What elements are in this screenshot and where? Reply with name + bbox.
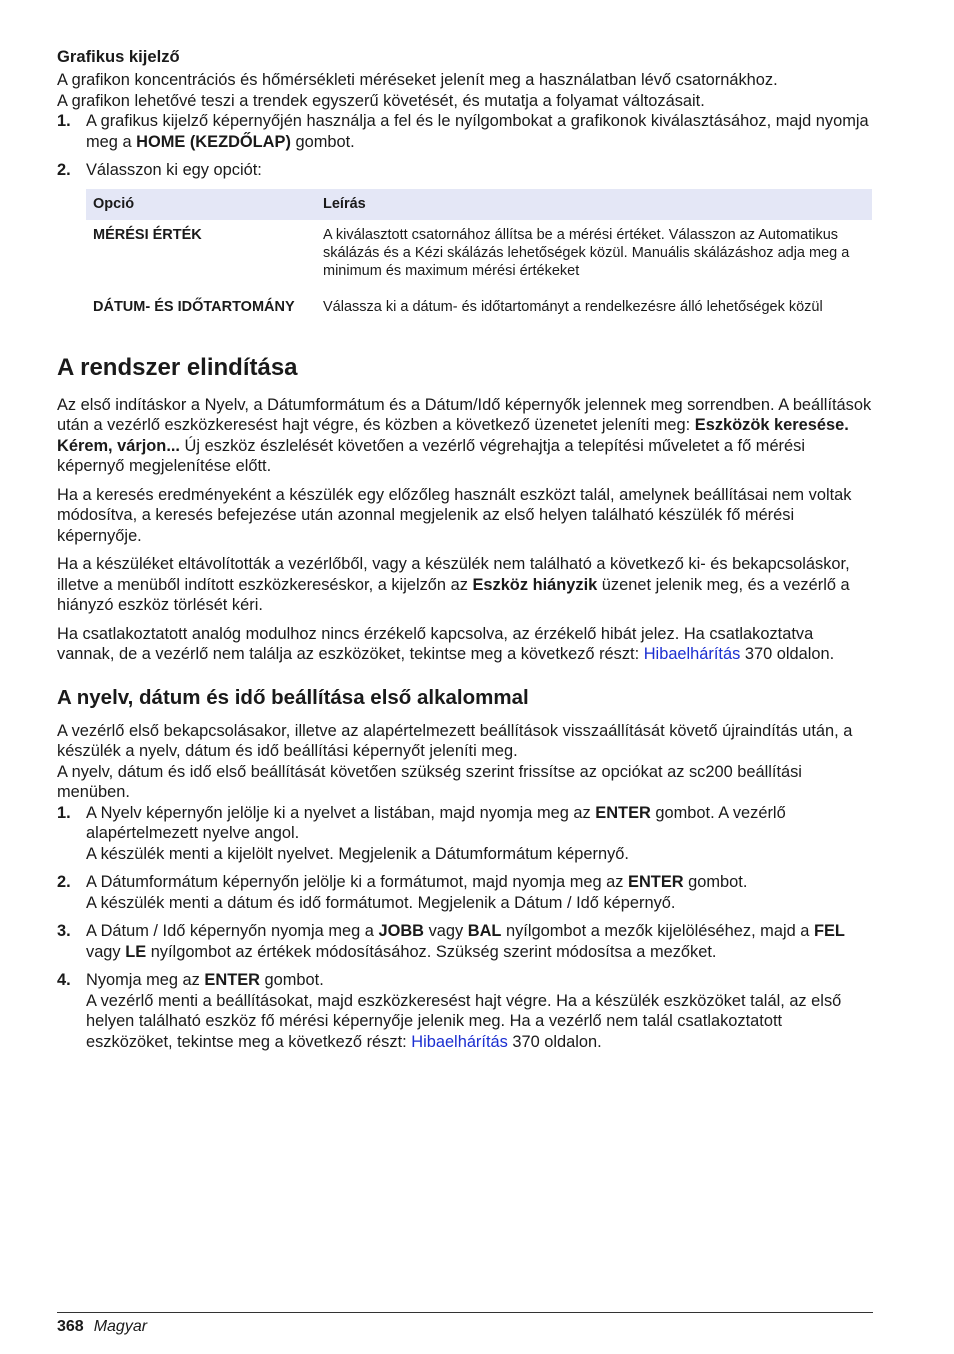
- graph-intro-2: A grafikon lehetővé teszi a trendek egyszerű követését, és mutatja a folyamat változásait.: [57, 91, 705, 110]
- step-text: gombot.: [683, 873, 748, 891]
- table-header-row: [86, 189, 872, 220]
- startup-heading: A rendszer elindítása: [57, 353, 298, 381]
- left-key: BAL: [467, 922, 502, 940]
- description-cell: Válassza ki a dátum- és időtartományt a rendelkezésre álló lehetőségek közül: [323, 298, 823, 315]
- step-number: 3.: [57, 922, 71, 940]
- step-text: gombot.: [290, 132, 355, 151]
- page-number: 368: [57, 1318, 84, 1335]
- step-text: nyílgombot a mezők kijelöléséhez, majd a: [501, 922, 814, 940]
- text: Ha a készüléket eltávolították a vezérlőből, vagy a készülék nem található a következő ki- és bekapcsoláskor, illetve a menüből indított eszközkereséskor, a kijelzőn az: [57, 555, 850, 594]
- graph-heading: Grafikus kijelző: [57, 47, 180, 66]
- step-text: nyílgombot az értékek módosításához. Szükség szerint módosítsa a mezőket.: [146, 942, 717, 961]
- first-setup-paragraph-1: A vezérlő első bekapcsolásakor, illetve az alapértelmezett beállítások visszaállítását követő újraindítás után, a készülék a nyelv, dátum és idő beállítási képernyőt jeleníti meg.: [57, 721, 853, 760]
- startup-paragraph-1: [57, 395, 873, 477]
- footer-language: Magyar: [93, 1318, 148, 1335]
- step-text: gombot.: [259, 971, 324, 989]
- message-text: Eszközök keresése. Kérem, várjon...: [57, 416, 849, 455]
- step-result: A vezérlő menti a beállításokat, majd eszközkeresést hajt végre. Ha a készülék eszközöket talál, az első helyen található eszköz fő mérési képernyője jelenik meg. Ha a vezérlő nem talál csatlakoztatott eszközöket, tekintse meg a következő részt:: [86, 991, 842, 1051]
- home-key: HOME (KEZDŐLAP): [136, 132, 291, 151]
- step-number: 2.: [57, 161, 71, 179]
- header-description: Leírás: [316, 189, 872, 220]
- graph-intro-1: A grafikon koncentrációs és hőmérsékleti méréseket jelenít meg a használatban lévő csatornákhoz.: [57, 71, 778, 89]
- table-row: [86, 220, 872, 292]
- setup-step-1: [57, 803, 873, 865]
- startup-paragraph-3: [57, 554, 873, 616]
- step-text: Válasszon ki egy opciót:: [86, 161, 262, 179]
- right-key: JOBB: [378, 922, 425, 940]
- text: 370 oldalon.: [740, 645, 835, 663]
- troubleshooting-link[interactable]: Hibaelhárítás: [411, 1032, 508, 1051]
- step-text: A Nyelv képernyőn jelölje ki a nyelvet a listában, majd nyomja meg az: [86, 803, 596, 822]
- startup-paragraph-4: [57, 624, 873, 665]
- step-text: vagy: [424, 922, 468, 940]
- description-cell: A kiválasztott csatornához állítsa be a mérési értéket. Válasszon az Automatikus skálázás és a Kézi skálázás lehetőségek közül. Manuális skálázáshoz adja meg a minimum és maximum mérési értékeket: [323, 226, 850, 279]
- header-option: Opció: [86, 189, 316, 220]
- step-result: A készülék menti a dátum és idő formátumot. Megjelenik a Dátum / Idő képernyő.: [86, 893, 676, 912]
- setup-step-2: [57, 872, 873, 913]
- troubleshooting-link[interactable]: Hibaelhárítás: [643, 645, 741, 663]
- enter-key: ENTER: [204, 971, 260, 989]
- text: üzenet jelenik meg, és a vezérlő a hiányzó eszköz törlését kéri.: [57, 575, 850, 614]
- option-cell: DÁTUM- ÉS IDŐTARTOMÁNY: [93, 298, 295, 315]
- text: Az első indításkor a Nyelv, a Dátumformátum és a Dátum/Idő képernyők jelennek meg sorrendben. A beállítások után a vezérlő eszközkeresést hajt végre, és közben a következő üzenetet jeleníti meg:: [57, 395, 872, 434]
- up-key: FEL: [813, 922, 845, 940]
- options-table: [86, 189, 872, 328]
- page-footer: [57, 1312, 873, 1338]
- first-setup-paragraph-2: A nyelv, dátum és idő első beállítását követően szükség szerint frissítse az opciókat az sc200 beállítási menüben.: [57, 762, 802, 801]
- setup-step-4: [57, 970, 873, 1052]
- step-text: A Dátumformátum képernyőn jelölje ki a formátumot, majd nyomja meg az: [86, 873, 629, 891]
- step-number: 1.: [57, 112, 71, 130]
- page-content: [57, 46, 873, 1060]
- step-text: gombot. A vezérlő alapértelmezett nyelve angol.: [86, 803, 786, 842]
- first-setup-heading: A nyelv, dátum és idő beállítása első alkalommal: [57, 685, 529, 709]
- step-text: A grafikus kijelző képernyőjén használja a fel és le nyílgombokat a grafikonok kiválasztásához, majd nyomja meg a: [86, 112, 869, 151]
- first-setup-steps: [57, 803, 873, 1053]
- step-text: Nyomja meg az: [86, 971, 205, 989]
- text: Ha csatlakoztatott analóg modulhoz nincs érzékelő kapcsolva, az érzékelő hibát jelez. Ha csatlakoztatva vannak, de a vezérlő nem találja az eszközöket, tekintse meg a következő részt:: [57, 624, 814, 663]
- startup-paragraph-2: Ha a keresés eredményeként a készülék egy előzőleg használt eszközt talál, amelynek beállításai nem voltak módosítva, a keresés befejezése után azonnal megjelenik az első helyen található készülék fő mérési képernyője.: [57, 485, 852, 545]
- text: Új eszköz észlelését követően a vezérlő végrehajtja a telepítési műveletet a fő mérési képernyő megjelenítése előtt.: [57, 436, 805, 475]
- message-text: Eszköz hiányzik: [472, 575, 598, 594]
- step-text: vagy: [86, 942, 126, 961]
- graph-step-1: [57, 111, 873, 152]
- graph-steps: [57, 111, 873, 181]
- step-number: 2.: [57, 873, 71, 891]
- option-cell: MÉRÉSI ÉRTÉK: [93, 226, 202, 243]
- step-number: 4.: [57, 971, 71, 989]
- step-number: 1.: [57, 803, 71, 822]
- down-key: LE: [125, 942, 147, 961]
- step-result: A készülék menti a kijelölt nyelvet. Megjelenik a Dátumformátum képernyő.: [86, 844, 629, 863]
- step-result: 370 oldalon.: [507, 1032, 602, 1051]
- enter-key: ENTER: [595, 803, 651, 822]
- table-row: [86, 292, 872, 328]
- graph-step-2: [57, 160, 873, 181]
- step-text: A Dátum / Idő képernyőn nyomja meg a: [86, 922, 379, 940]
- enter-key: ENTER: [628, 873, 684, 891]
- setup-step-3: [57, 921, 873, 962]
